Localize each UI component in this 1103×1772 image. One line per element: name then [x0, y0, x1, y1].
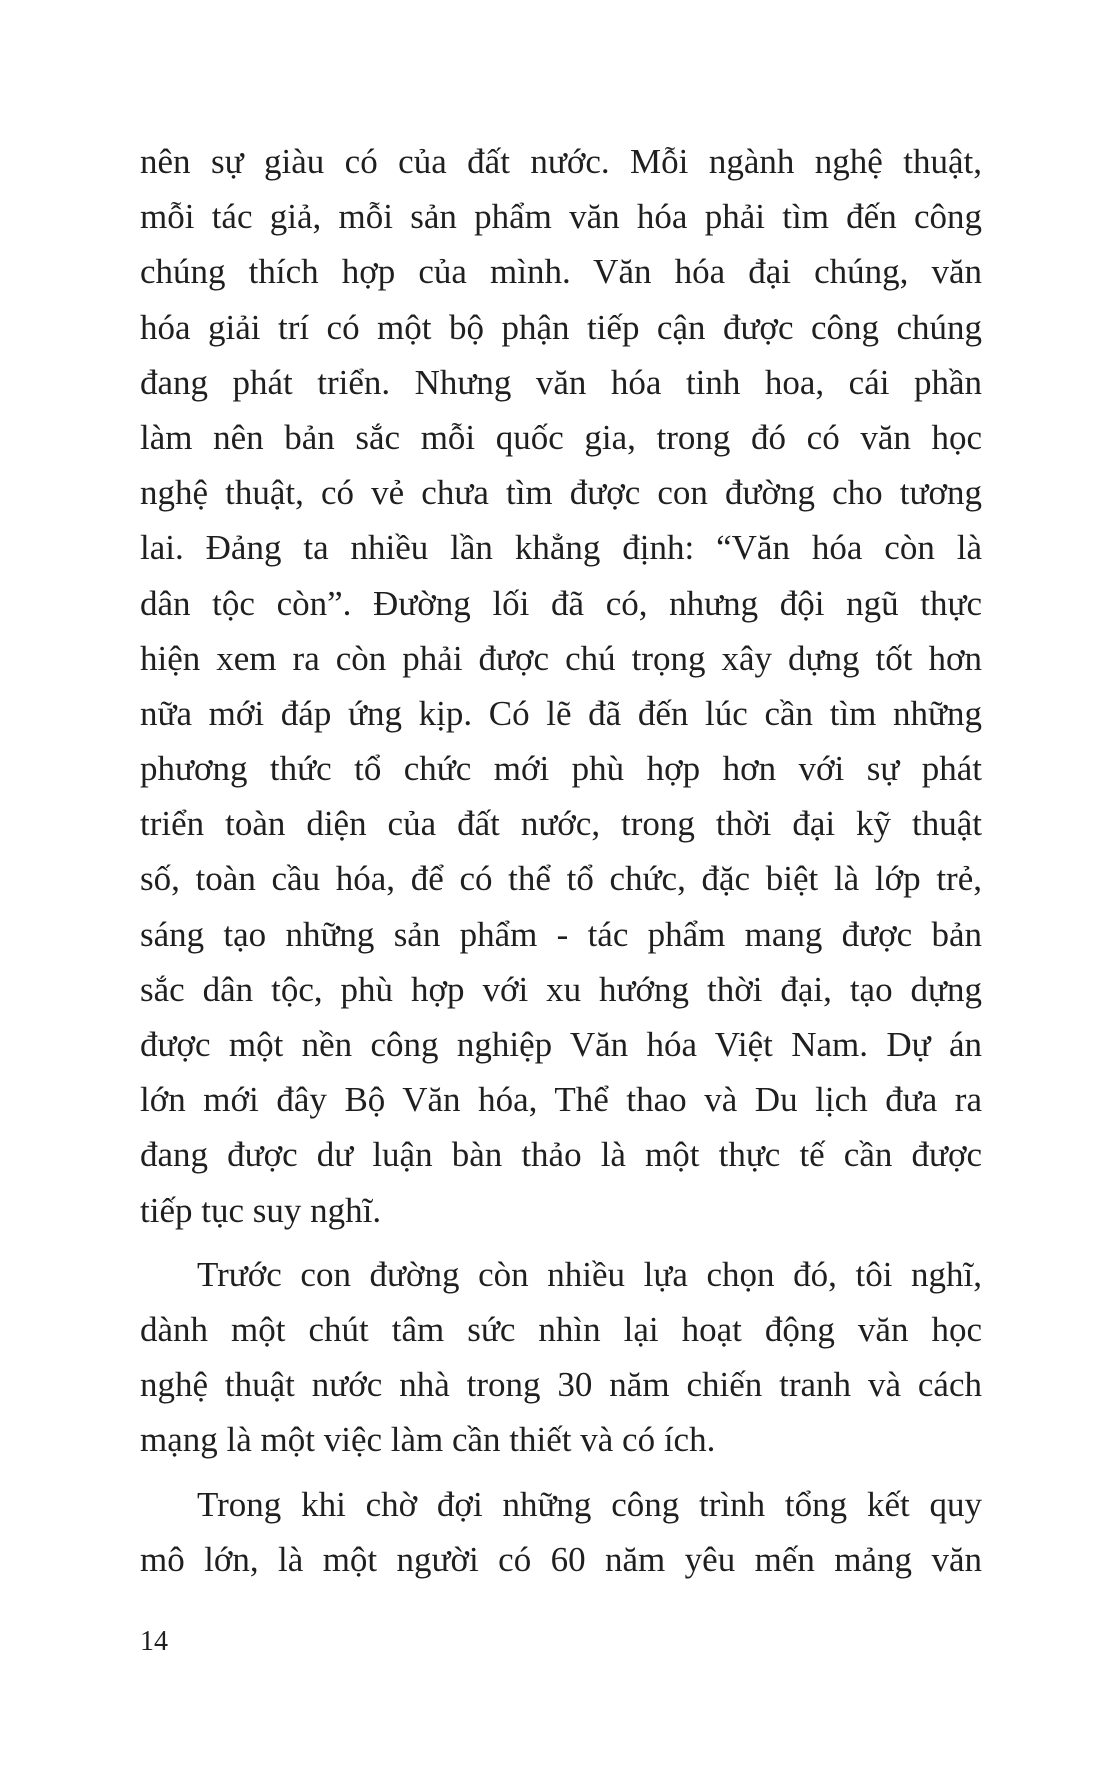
text-line: sáng tạo những sản phẩm - tác phẩm mang được bản — [140, 914, 982, 954]
text-line: đang phát triển. Nhưng văn hóa tinh hoa, cái phần — [140, 362, 982, 402]
paragraph-gap — [140, 1468, 982, 1477]
text-line: mỗi tác giả, mỗi sản phẩm văn hóa phải tìm đến công — [140, 197, 982, 237]
text-line: triển toàn diện của đất nước, trong thời đại kỹ thuật — [140, 804, 982, 844]
text-line: lai. Đảng ta nhiều lần khẳng định: “Văn hóa còn là — [140, 528, 982, 568]
text-line: Trước con đường còn nhiều lựa chọn đó, tôi nghĩ, — [197, 1254, 982, 1294]
text-line: nghệ thuật, có vẻ chưa tìm được con đường cho tương — [140, 473, 982, 513]
text-line: dành một chút tâm sức nhìn lại hoạt động văn học — [140, 1309, 982, 1349]
paragraph-gap — [140, 1238, 982, 1247]
text-line: nữa mới đáp ứng kịp. Có lẽ đã đến lúc cần tìm những — [140, 693, 982, 733]
text-line: chúng thích hợp của mình. Văn hóa đại chúng, văn — [140, 252, 982, 292]
text-line: lớn mới đây Bộ Văn hóa, Thể thao và Du lịch đưa ra — [140, 1080, 982, 1120]
text-line: mạng là một việc làm cần thiết và có ích. — [140, 1420, 716, 1460]
text-line: đang được dư luận bàn thảo là một thực tế cần được — [140, 1135, 982, 1175]
text-line: phương thức tổ chức mới phù hợp hơn với sự phát — [140, 749, 982, 789]
text-line: làm nên bản sắc mỗi quốc gia, trong đó có văn học — [140, 417, 982, 457]
text-line: dân tộc còn”. Đường lối đã có, nhưng đội ngũ thực — [140, 583, 982, 623]
text-line: sắc dân tộc, phù hợp với xu hướng thời đại, tạo dựng — [140, 969, 982, 1009]
text-line: nên sự giàu có của đất nước. Mỗi ngành nghệ thuật, — [140, 142, 982, 181]
body-text — [140, 134, 982, 1587]
text-line: nghệ thuật nước nhà trong 30 năm chiến tranh và cách — [140, 1365, 982, 1405]
text-line: tiếp tục suy nghĩ. — [140, 1190, 382, 1230]
text-line: hóa giải trí có một bộ phận tiếp cận được công chúng — [140, 307, 982, 347]
page-number: 14 — [140, 1626, 168, 1657]
text-line: Trong khi chờ đợi những công trình tổng kết quy — [197, 1484, 982, 1524]
text-line: mô lớn, là một người có 60 năm yêu mến mảng văn — [140, 1539, 982, 1579]
text-line: hiện xem ra còn phải được chú trọng xây dựng tốt hơn — [140, 638, 982, 678]
text-line: được một nền công nghiệp Văn hóa Việt Nam. Dự án — [140, 1025, 982, 1064]
text-line: số, toàn cầu hóa, để có thể tổ chức, đặc biệt là lớp trẻ, — [140, 859, 982, 899]
